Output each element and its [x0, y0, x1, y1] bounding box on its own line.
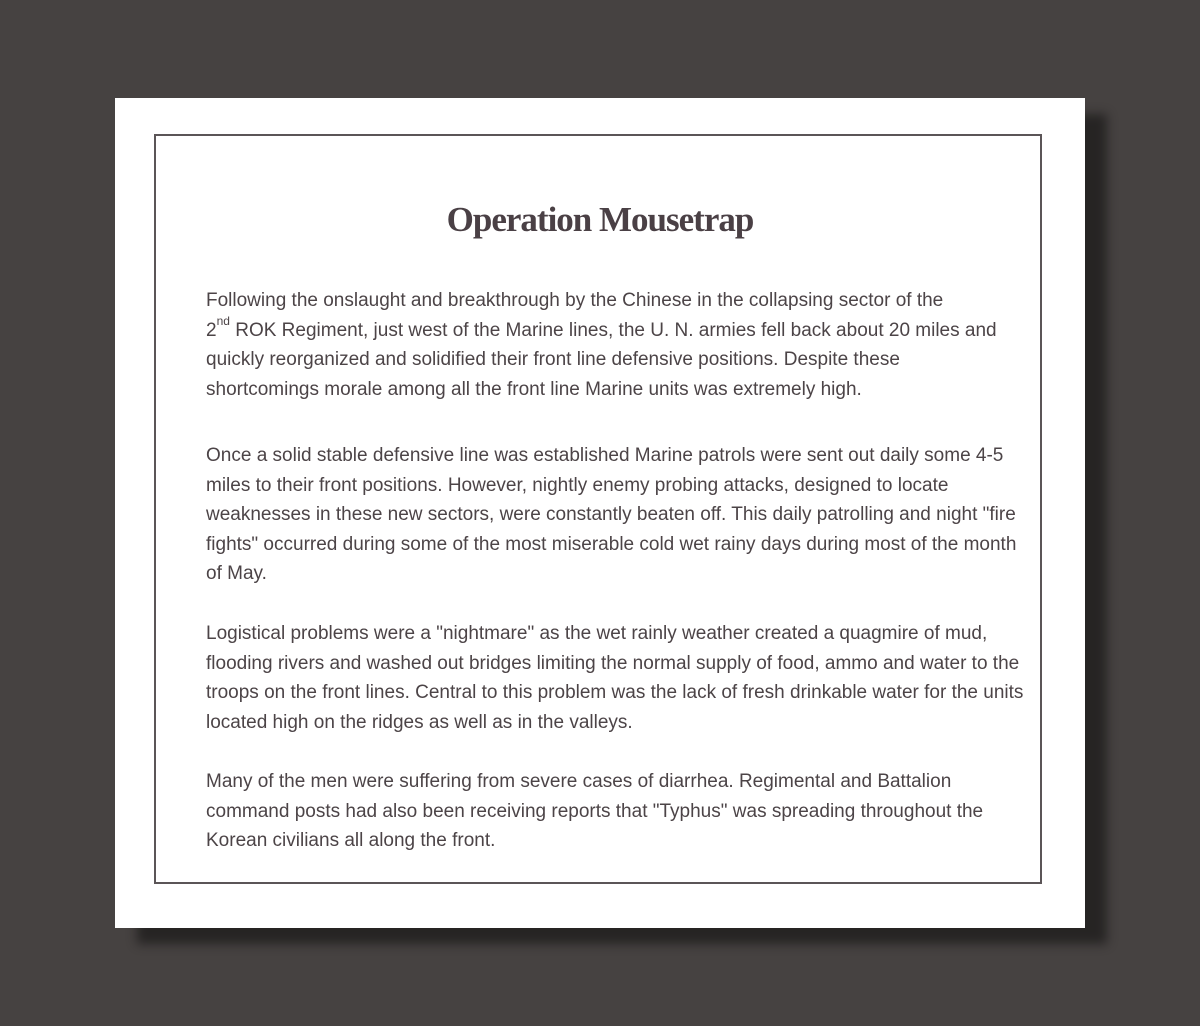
- paragraph-1: [206, 286, 1006, 404]
- paragraph-2: Once a solid stable defensive line was established Marine patrols were sent out daily some 4-5 miles to their front positions. However, nightly enemy probing attacks, designed to locate weaknesses in these new sectors, were constantly beaten off. This daily patrolling and night "fire fights" occurred during some of the most miserable cold wet rainy days during most of the month of May.: [206, 445, 1017, 584]
- paragraph-3: Logistical problems were a "nightmare" as the wet rainly weather created a quagmire of mud, flooding rivers and washed out bridges limiting the normal supply of food, ammo and water to the troops on the front lines. Central to this problem was the lack of fresh drinkable water for the units located high on the ridges as well as in the valleys.: [206, 623, 1024, 733]
- page-title: Operation Mousetrap: [446, 200, 754, 239]
- paragraph-1-ordinal-suffix: nd: [216, 314, 230, 329]
- paragraph-4: Many of the men were suffering from severe cases of diarrhea. Regimental and Battalion command posts had also been receiving reports that "Typhus" was spreading throughout the Korean civilians all along the front.: [206, 771, 984, 851]
- paragraph-1-ordinal-number: 2: [206, 319, 217, 341]
- paragraph-1-body: ROK Regiment, just west of the Marine lines, the U. N. armies fell back about 20 miles and quickly reorganized and solidified their front line defensive positions. Despite these shortcomings morale among all the front line Marine units was extremely high.: [206, 319, 997, 400]
- paragraph-1-lead: Following the onslaught and breakthrough by the Chinese in the collapsing sector of the: [206, 290, 944, 311]
